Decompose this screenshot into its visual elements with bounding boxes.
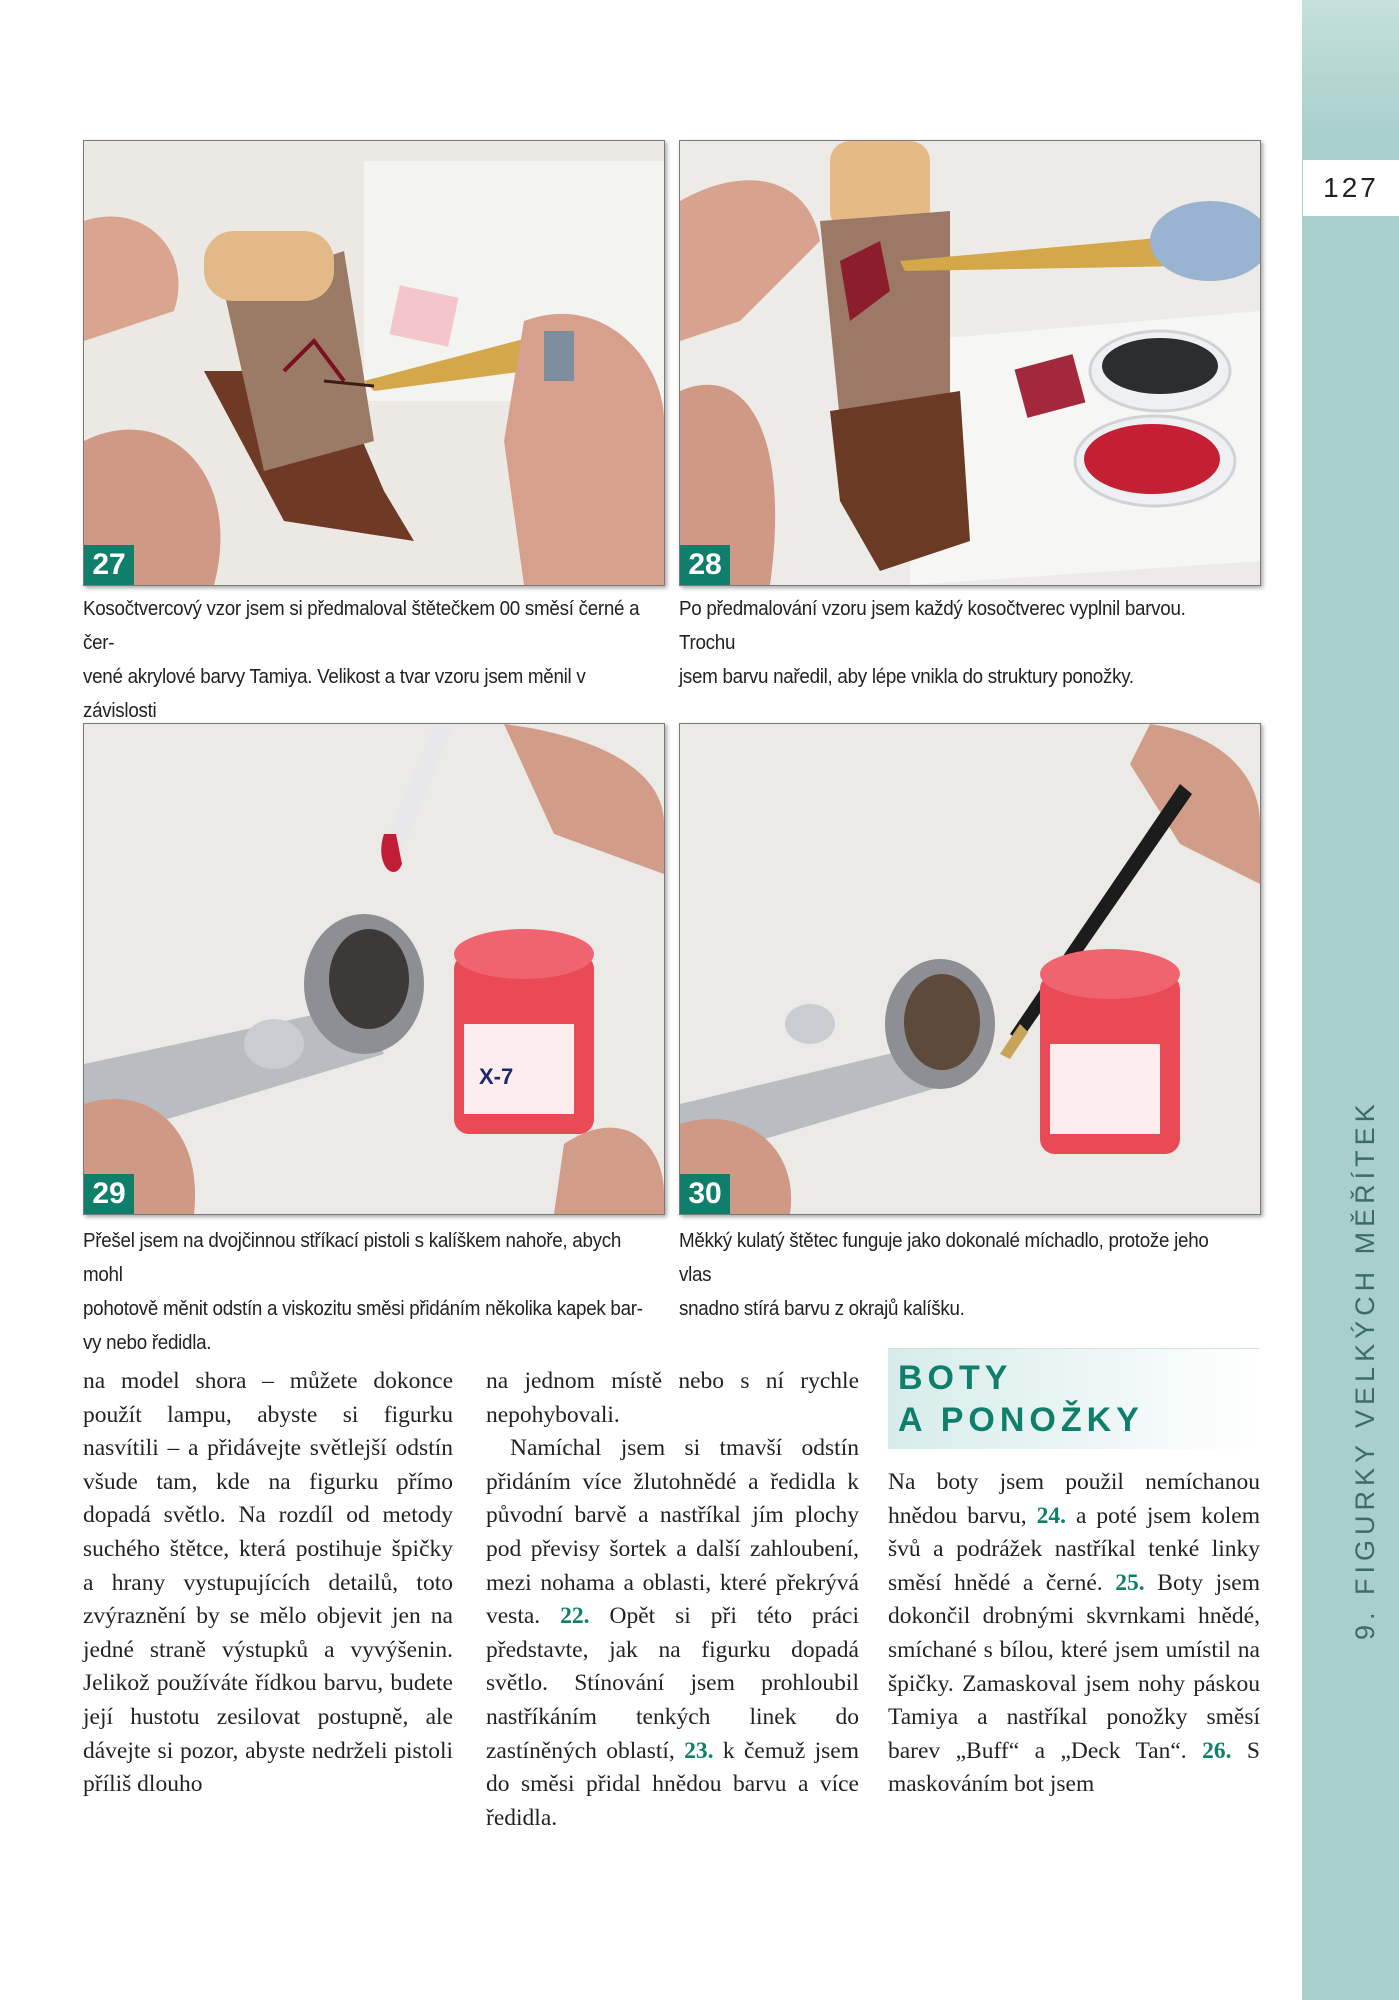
photo-29-number: 29 <box>84 1174 134 1214</box>
figure-ref-26: 26. <box>1202 1737 1232 1764</box>
caption-line: Měkký kulatý štětec funguje jako dokonalé míchadlo, protože jeho vlas <box>679 1230 1209 1286</box>
photo-27-illustration <box>84 141 664 585</box>
caption-line: pohotově měnit odstín a viskozitu směsi přidáním několika kapek bar- <box>83 1298 643 1320</box>
jar-label-code: X-7 <box>479 1064 514 1089</box>
section-heading-line-2: A PONOŽKY <box>898 1401 1144 1439</box>
photo-28 <box>679 140 1261 586</box>
column-2-paragraph-2 <box>486 1432 859 1835</box>
column-1-paragraph: na model shora – můžete dokonce použít lampu, abyste si figurku nasvítili – a přidávejte světlejší odstín všude tam, kde na figurku přímo dopadá světlo. Na rozdíl od metody suchého štětce, která postihuje špičky a hrany vystupujících detailů, toto zvýraznění by se mělo objevit jen na jedné straně výstupků a vyvýšenin. Jelikož používáte řídkou barvu, budete její hustotu zesilovat postupně, ale dávejte si pozor, abyste nedrželi pistoli příliš dlouho <box>83 1368 453 1798</box>
photo-30-caption <box>679 1224 1243 1326</box>
photo-30-illustration <box>680 724 1260 1214</box>
section-heading <box>888 1348 1260 1449</box>
figure-ref-22: 22. <box>560 1603 590 1630</box>
photo-30-number: 30 <box>680 1174 730 1214</box>
body-column-2 <box>486 1365 859 1835</box>
text-run: Opět si při této práci představte, jak na figurku dopadá světlo. Stínování jsem prohloubil nastříkáním tenkých linek do zastíněných oblastí, <box>486 1603 860 1764</box>
photo-28-caption <box>679 592 1243 694</box>
text-run: Namíchal jsem si tmavší odstín přidáním více žlutohnědé a ředidla k původní barvě a nastříkal jím plochy pod převisy šortek a další zahloubení, mezi nohama a oblasti, které překrývá vesta. <box>486 1435 859 1630</box>
photo-29 <box>83 723 665 1215</box>
caption-line: Po předmalování vzoru jsem každý kosočtverec vyplnil barvou. Trochu <box>679 598 1186 654</box>
column-3-paragraph <box>888 1466 1260 1802</box>
photo-29-caption <box>83 1224 647 1360</box>
page-number: 127 <box>1303 160 1399 216</box>
side-band-gradient <box>1302 0 1399 140</box>
side-band <box>1302 0 1399 2000</box>
caption-line: jsem barvu naředil, aby lépe vnikla do struktury ponožky. <box>679 666 1134 688</box>
text-run: a poté jsem kolem švů a podrážek nastříkal tenké linky směsí hnědé a černé. <box>888 1502 1261 1596</box>
text-run: S maskováním bot jsem <box>888 1737 1260 1798</box>
column-2-paragraph-1: na jednom místě nebo s ní rychle nepohybovali. <box>486 1368 859 1428</box>
photo-29-illustration <box>84 724 664 1214</box>
photo-28-number: 28 <box>680 545 730 585</box>
photo-28-illustration <box>680 141 1260 585</box>
body-column-1 <box>83 1365 453 1802</box>
text-run: Na boty jsem použil nemíchanou hnědou barvu, <box>888 1469 1260 1529</box>
text-run: Boty jsem dokončil drobnými skvrnkami hnědé, smíchané s bílou, které jsem umístil na špičky. Zamaskoval jsem nohy páskou Tamiya a nastříkal ponožky směsí barev „Buff“ a „Deck Tan“. <box>888 1569 1261 1764</box>
caption-line: snadno stírá barvu z okrajů kalíšku. <box>679 1298 965 1320</box>
photo-30 <box>679 723 1261 1215</box>
photo-27-number: 27 <box>84 545 134 585</box>
caption-line: vy nebo ředidla. <box>83 1332 212 1354</box>
text-run: k čemuž jsem do směsi přidal hnědou barvu a více ředidla. <box>486 1737 860 1831</box>
chapter-label: 9. FIGURKY VELKÝCH MĚŘÍTEK <box>1350 1099 1380 1640</box>
figure-ref-24: 24. <box>1036 1502 1066 1529</box>
body-column-3 <box>888 1466 1260 1802</box>
section-heading-line-1: BOTY <box>898 1359 1013 1397</box>
figure-ref-25: 25. <box>1115 1569 1145 1596</box>
figure-ref-23: 23. <box>684 1737 714 1764</box>
caption-line: Kosočtvercový vzor jsem si předmaloval štětečkem 00 směsí černé a čer- <box>83 598 640 654</box>
photo-27 <box>83 140 665 586</box>
caption-line: Přešel jsem na dvojčinnou stříkací pistoli s kalíškem nahoře, abych mohl <box>83 1230 622 1286</box>
caption-line: vené akrylové barvy Tamiya. Velikost a tvar vzoru jsem měnil v závislosti <box>83 666 586 722</box>
